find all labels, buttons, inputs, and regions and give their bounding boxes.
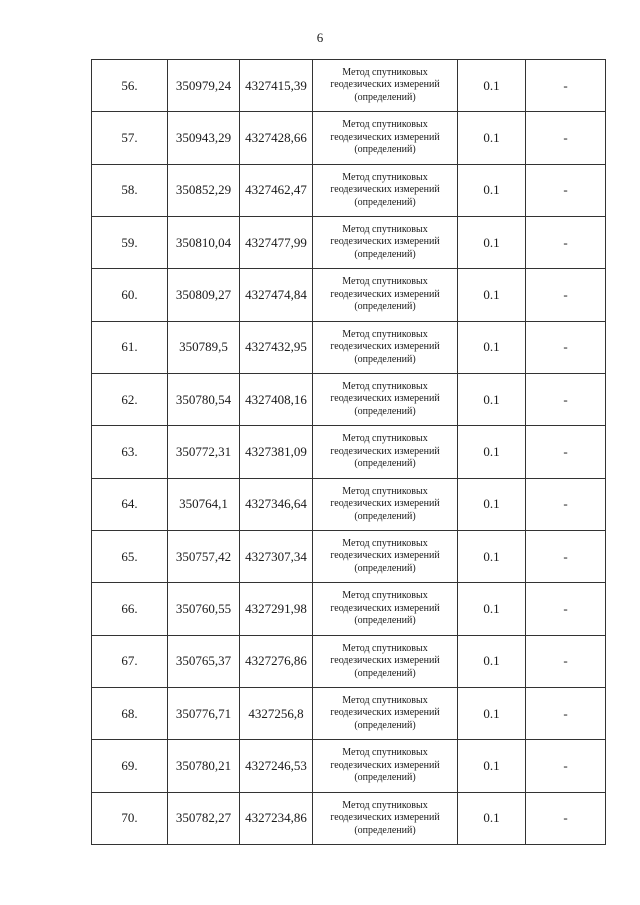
point-number-cell: 57. (92, 112, 168, 164)
method-line: Метод спутниковых (342, 694, 428, 706)
y-coordinate-cell: 4327408,16 (240, 373, 313, 425)
coordinates-table (91, 59, 606, 845)
method-line: геодезических измерений (330, 184, 440, 196)
y-coordinate-cell: 4327276,86 (240, 635, 313, 687)
description-cell: - (526, 792, 606, 844)
method-line: Метод спутниковых (342, 747, 428, 759)
x-coordinate-cell: 350776,71 (168, 687, 240, 739)
method-cell (313, 478, 458, 530)
point-number-cell: 66. (92, 583, 168, 635)
method-line: (определений) (354, 248, 416, 260)
method-line: геодезических измерений (330, 602, 440, 614)
x-coordinate-cell: 350810,04 (168, 216, 240, 268)
method-line: (определений) (354, 667, 416, 679)
accuracy-cell: 0.1 (458, 583, 526, 635)
method-line: геодезических измерений (330, 236, 440, 248)
accuracy-cell: 0.1 (458, 321, 526, 373)
method-line: (определений) (354, 405, 416, 417)
table-row (92, 426, 606, 478)
method-line: геодезических измерений (330, 655, 440, 667)
description-cell: - (526, 635, 606, 687)
description-cell: - (526, 478, 606, 530)
y-coordinate-cell: 4327307,34 (240, 530, 313, 582)
table-row (92, 583, 606, 635)
x-coordinate-cell: 350979,24 (168, 60, 240, 112)
accuracy-cell: 0.1 (458, 269, 526, 321)
accuracy-cell: 0.1 (458, 373, 526, 425)
method-line: Метод спутниковых (342, 485, 428, 497)
method-line: геодезических измерений (330, 498, 440, 510)
method-cell (313, 373, 458, 425)
description-cell: - (526, 321, 606, 373)
x-coordinate-cell: 350852,29 (168, 164, 240, 216)
table-row (92, 478, 606, 530)
table-row (92, 740, 606, 792)
x-coordinate-cell: 350780,54 (168, 373, 240, 425)
y-coordinate-cell: 4327474,84 (240, 269, 313, 321)
table-row (92, 321, 606, 373)
y-coordinate-cell: 4327477,99 (240, 216, 313, 268)
table-row (92, 164, 606, 216)
table-row (92, 687, 606, 739)
method-line: (определений) (354, 196, 416, 208)
accuracy-cell: 0.1 (458, 792, 526, 844)
accuracy-cell: 0.1 (458, 530, 526, 582)
method-line: геодезических измерений (330, 288, 440, 300)
method-line: (определений) (354, 144, 416, 156)
method-line: геодезических измерений (330, 79, 440, 91)
method-cell (313, 635, 458, 687)
method-line: Метод спутниковых (342, 642, 428, 654)
point-number-cell: 60. (92, 269, 168, 321)
method-line: (определений) (354, 562, 416, 574)
point-number-cell: 67. (92, 635, 168, 687)
accuracy-cell: 0.1 (458, 426, 526, 478)
method-line: (определений) (354, 353, 416, 365)
y-coordinate-cell: 4327432,95 (240, 321, 313, 373)
method-line: Метод спутниковых (342, 171, 428, 183)
y-coordinate-cell: 4327428,66 (240, 112, 313, 164)
method-line: Метод спутниковых (342, 537, 428, 549)
method-line: геодезических измерений (330, 131, 440, 143)
point-number-cell: 68. (92, 687, 168, 739)
accuracy-cell: 0.1 (458, 216, 526, 268)
accuracy-cell: 0.1 (458, 164, 526, 216)
description-cell: - (526, 530, 606, 582)
point-number-cell: 65. (92, 530, 168, 582)
y-coordinate-cell: 4327246,53 (240, 740, 313, 792)
method-cell (313, 60, 458, 112)
accuracy-cell: 0.1 (458, 687, 526, 739)
method-cell (313, 164, 458, 216)
method-cell (313, 216, 458, 268)
table-row (92, 269, 606, 321)
y-coordinate-cell: 4327415,39 (240, 60, 313, 112)
method-line: (определений) (354, 301, 416, 313)
x-coordinate-cell: 350809,27 (168, 269, 240, 321)
x-coordinate-cell: 350772,31 (168, 426, 240, 478)
method-cell (313, 687, 458, 739)
y-coordinate-cell: 4327256,8 (240, 687, 313, 739)
x-coordinate-cell: 350780,21 (168, 740, 240, 792)
description-cell: - (526, 164, 606, 216)
method-line: Метод спутниковых (342, 590, 428, 602)
method-cell (313, 740, 458, 792)
point-number-cell: 58. (92, 164, 168, 216)
table-row (92, 792, 606, 844)
method-line: Метод спутниковых (342, 380, 428, 392)
method-line: геодезических измерений (330, 812, 440, 824)
method-cell (313, 530, 458, 582)
accuracy-cell: 0.1 (458, 478, 526, 530)
table-row (92, 112, 606, 164)
x-coordinate-cell: 350782,27 (168, 792, 240, 844)
x-coordinate-cell: 350789,5 (168, 321, 240, 373)
y-coordinate-cell: 4327381,09 (240, 426, 313, 478)
point-number-cell: 70. (92, 792, 168, 844)
table-row (92, 60, 606, 112)
table-row (92, 373, 606, 425)
x-coordinate-cell: 350760,55 (168, 583, 240, 635)
method-cell (313, 426, 458, 478)
method-line: (определений) (354, 615, 416, 627)
description-cell: - (526, 216, 606, 268)
point-number-cell: 61. (92, 321, 168, 373)
method-line: (определений) (354, 824, 416, 836)
point-number-cell: 56. (92, 60, 168, 112)
description-cell: - (526, 426, 606, 478)
table-row (92, 530, 606, 582)
method-line: геодезических измерений (330, 707, 440, 719)
method-cell (313, 321, 458, 373)
y-coordinate-cell: 4327291,98 (240, 583, 313, 635)
description-cell: - (526, 583, 606, 635)
point-number-cell: 63. (92, 426, 168, 478)
method-line: геодезических измерений (330, 550, 440, 562)
description-cell: - (526, 112, 606, 164)
method-line: (определений) (354, 510, 416, 522)
method-line: Метод спутниковых (342, 328, 428, 340)
page-number: 6 (316, 30, 324, 45)
method-cell (313, 792, 458, 844)
method-cell (313, 269, 458, 321)
x-coordinate-cell: 350764,1 (168, 478, 240, 530)
method-line: Метод спутниковых (342, 119, 428, 131)
method-cell (313, 112, 458, 164)
method-line: Метод спутниковых (342, 433, 428, 445)
method-line: (определений) (354, 719, 416, 731)
x-coordinate-cell: 350943,29 (168, 112, 240, 164)
method-line: Метод спутниковых (342, 66, 428, 78)
accuracy-cell: 0.1 (458, 740, 526, 792)
description-cell: - (526, 60, 606, 112)
method-cell (313, 583, 458, 635)
method-line: (определений) (354, 772, 416, 784)
method-line: геодезических измерений (330, 759, 440, 771)
description-cell: - (526, 740, 606, 792)
method-line: (определений) (354, 458, 416, 470)
accuracy-cell: 0.1 (458, 635, 526, 687)
method-line: Метод спутниковых (342, 223, 428, 235)
y-coordinate-cell: 4327462,47 (240, 164, 313, 216)
method-line: геодезических измерений (330, 341, 440, 353)
table-row (92, 635, 606, 687)
accuracy-cell: 0.1 (458, 60, 526, 112)
method-line: геодезических измерений (330, 393, 440, 405)
y-coordinate-cell: 4327346,64 (240, 478, 313, 530)
x-coordinate-cell: 350757,42 (168, 530, 240, 582)
accuracy-cell: 0.1 (458, 112, 526, 164)
method-line: геодезических измерений (330, 445, 440, 457)
point-number-cell: 59. (92, 216, 168, 268)
point-number-cell: 64. (92, 478, 168, 530)
y-coordinate-cell: 4327234,86 (240, 792, 313, 844)
point-number-cell: 62. (92, 373, 168, 425)
point-number-cell: 69. (92, 740, 168, 792)
table-row (92, 216, 606, 268)
method-line: Метод спутниковых (342, 799, 428, 811)
method-line: (определений) (354, 91, 416, 103)
description-cell: - (526, 687, 606, 739)
description-cell: - (526, 269, 606, 321)
description-cell: - (526, 373, 606, 425)
x-coordinate-cell: 350765,37 (168, 635, 240, 687)
method-line: Метод спутниковых (342, 276, 428, 288)
